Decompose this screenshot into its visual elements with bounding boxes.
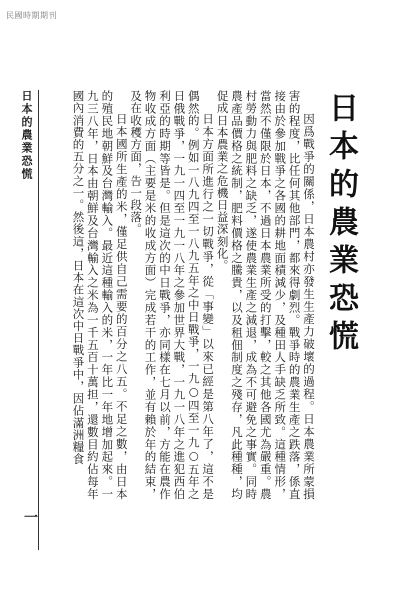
body-paragraph: 日本國所生產的米，僅足供自己需要的百分之八五。不足之數，由日本的殖民地朝鮮及台灣輸入。最近這種輸入的米，一年比一年地增加起來。一九三八年，日本由朝鮮及台灣輸入之米為一千五百十萬担，還數目約佔每年國內消費的五分之一。然後這，日本在這次中日戰爭中，因佔滿洲糧食 (71, 90, 129, 500)
article-title: 日本的農業恐慌 (323, 92, 358, 358)
margin-rule (38, 90, 39, 550)
running-title: 日本的農業恐慌 (20, 90, 33, 181)
body-paragraph: 日本方面所進行之一切戰爭，從「事變」以來已經是第八年了，這不是偶然的。例如一八九四至一八九五年之中日戰爭，一九○四至一九○五年之日俄戰爭，一九一四至一九一八年之參加世界大戰，一九一八年之進犯西伯利亞的時期等皆是。但是這次的中日戰爭，亦同樣在七月以前，方能在農作物收成方面（主要是米的收成方面）完成若干的工作，並有賴於年的結束，及在收穫方面，告一段落。 (129, 90, 216, 500)
page-number: 一 (22, 510, 38, 524)
body-paragraph: 因爲戰爭的關係，日本農村亦發生生產力破壞的過程。日本農業所蒙損害的程度，比任何其他部門，都來得劇烈。戰爭時的農業生產之跌落，係直接由於參加戰爭之各國的耕地面積減少，及種田人手缺乏所致。這種情形，當然不僅限於日本，不過日本農業所受的打擊，較之其他各國尤為嚴重。農村勞動力與肥料之缺乏，遂使農業生產之減退，成為不可避免之事實。同時農產品價格之統制，肥料價格之騰貴，以及租佃制度之殘存，凡此種種，均促成日本農業之危機日益深刻化。 (215, 90, 316, 500)
article-body (71, 90, 316, 500)
library-stamp: 民國時期期刊 (6, 11, 57, 20)
